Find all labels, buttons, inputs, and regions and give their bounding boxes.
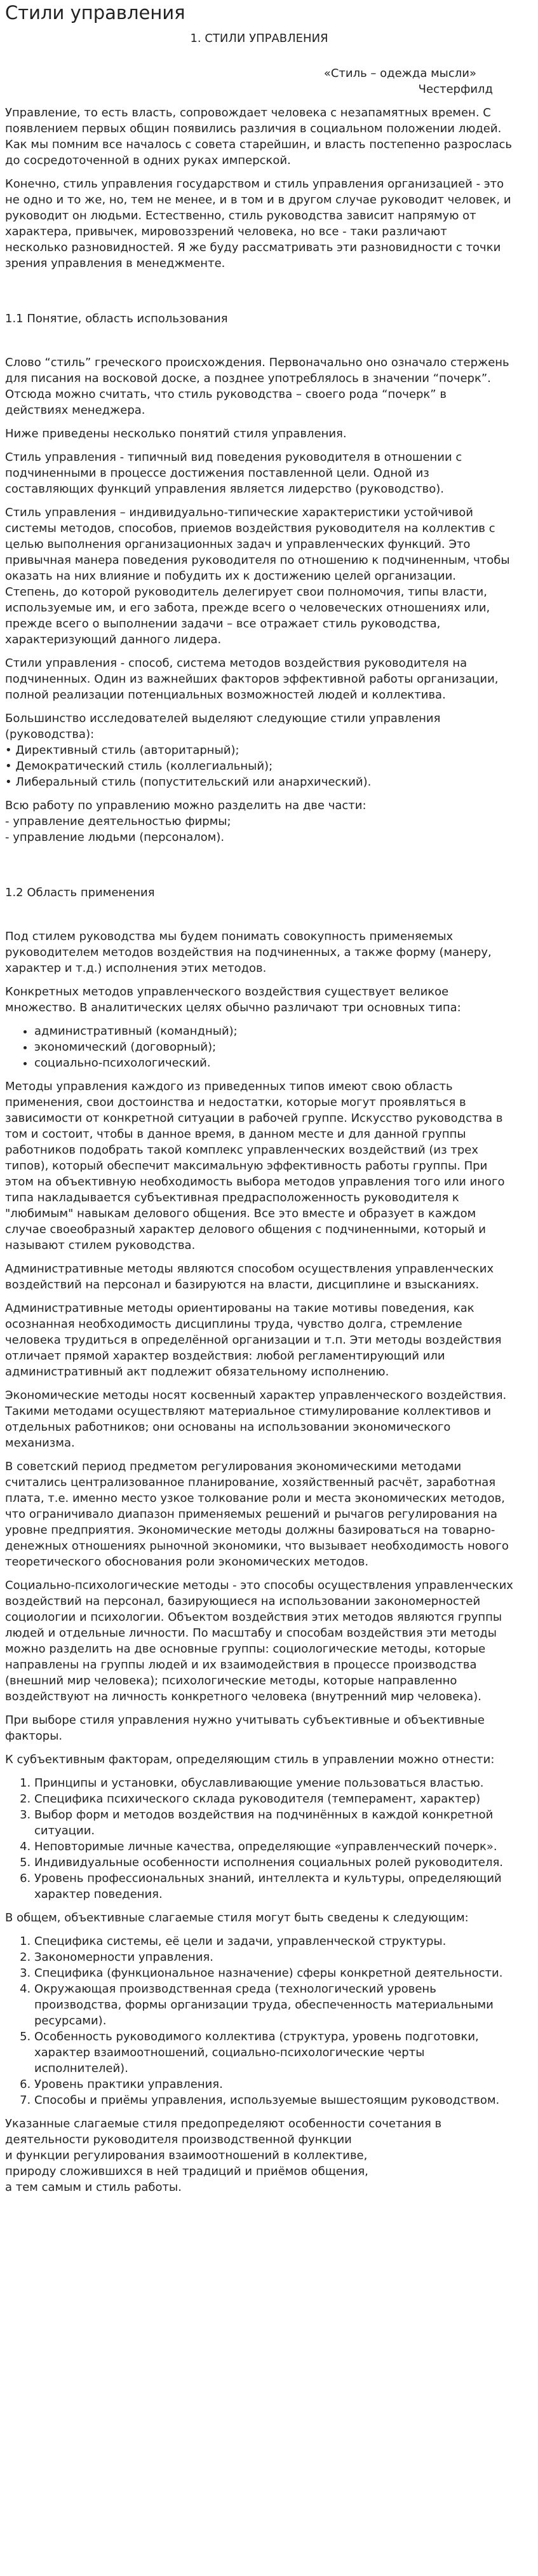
closing-line: Указанные слагаемые стиля предопределяют особенности сочетания в деятельности руководителя производственной функции (5, 2117, 442, 2146)
paragraph: Административные методы являются способом осуществления управленческих воздействий на персонал и базируются на власти, дисциплине и взысканиях. (5, 1262, 494, 1291)
styles-list-line: Большинство исследователей выделяют следующие стили управления (руководства): (5, 712, 441, 741)
closing-line: и функции регулирования взаимоотношений в коллективе, (5, 2149, 368, 2162)
closing-line: природу сложившихся в ней традиций и приёмов общения, (5, 2165, 368, 2178)
list-item: 2. Специфика психического склада руководителя (темперамент, характер) (34, 1791, 513, 1807)
article (0, 1, 518, 2216)
list-item: 3. Выбор форм и методов воздействия на подчинённых в каждой конкретной ситуации. (34, 1807, 513, 1839)
intro-paragraph: Управление, то есть власть, сопровождает человека с незапамятных времен. С появлением первых общин появились различия в социальном положении людей. Как мы помним все началось с совета старейшин, и власть постепенно разрослась до сосредоточенной в одних руках имперской. (5, 106, 513, 167)
objective-factors-list (5, 1933, 513, 2108)
closing-line: а тем самым и стиль работы. (5, 2181, 182, 2194)
subjective-factors-list (5, 1775, 513, 1902)
paragraph: В общем, объективные слагаемые стиля могут быть сведены к следующим: (5, 1911, 469, 1925)
styles-list-line: • Либеральный стиль (попустительский или анархический). (5, 775, 372, 789)
paragraph: Стиль управления - типичный вид поведения руководителя в отношении с подчиненными в процессе достижения поставленной цели. Одной из составляющих функций управления является лидерство (руководство). (5, 451, 462, 496)
subsection-heading-1-2: 1.2 Область применения (5, 886, 155, 899)
work-parts-list (5, 798, 513, 845)
work-parts-line: - управление деятельностью фирмы; (5, 815, 231, 828)
work-parts-line: - управление людьми (персоналом). (5, 831, 225, 844)
intro-paragraph: Конечно, стиль управления государством и стиль управления организацией - это не одно и то же, но, тем не менее, и в том и в другом случае руководит человек, и руководит он людьми. Естественно, стиль руководства зависит напрямую от характера, привычек, мировоззрений человека, но все - таки различают несколько разновидностей. Я же буду рассматривать эти разновидности с точки зрения управления в менеджменте. (5, 177, 511, 270)
list-item: 5. Особенность руководимого коллектива (структура, уровень подготовки, характер взаимоотношений, социально-психологические черты исполнителей). (34, 2029, 513, 2076)
method-types-list (5, 1023, 513, 1071)
paragraph: Ниже приведены несколько понятий стиля управления. (5, 427, 347, 440)
page-title: Стили управления (5, 2, 185, 24)
list-item: • экономический (договорный); (34, 1039, 513, 1055)
list-item: 3. Специфика (функциональное назначение) сферы конкретной деятельности. (34, 1965, 513, 1981)
list-item: 4. Неповторимые личные качества, определяющие «управленческий почерк». (34, 1839, 513, 1855)
list-item: 1. Специфика системы, её цели и задачи, управленческой структуры. (34, 1933, 513, 1949)
paragraph: Слово “стиль” греческого происхождения. Первоначально оно означало стержень для писания на восковой доске, а позднее употреблялось в значении “почерк”. Отсюда можно считать, что стиль руководства – своего рода “почерк” в действиях менеджера. (5, 356, 509, 417)
styles-list-line: • Директивный стиль (авторитарный); (5, 744, 239, 757)
paragraph: Социально-психологические методы - это способы осуществления управленческих воздействий на персонал, базирующиеся на использовании закономерностей социологии и психологии. Объектом воздействия этих методов являются группы людей и отдельные личности. По масштабу и способам воздействия эти методы можно разделить на две основные группы: социологические методы, которые направлены на группы людей и их взаимодействия в процессе производства (внешний мир человека); психологические методы, которые направленно воздействуют на личность конкретного человека (внутренний мир человека). (5, 1579, 513, 1703)
list-item: 6. Уровень практики управления. (34, 2076, 513, 2092)
section-heading: 1. СТИЛИ УПРАВЛЕНИЯ (190, 32, 328, 45)
list-item: • административный (командный); (34, 1023, 513, 1039)
subsection-heading-1-1: 1.1 Понятие, область использования (5, 312, 228, 325)
styles-list-line: • Демократический стиль (коллегиальный); (5, 760, 273, 773)
list-item: 5. Индивидуальные особенности исполнения социальных ролей руководителя. (34, 1855, 513, 1871)
paragraph: Административные методы ориентированы на такие мотивы поведения, как осознанная необходимость дисциплины труда, чувство долга, стремление человека трудиться в определённой организации и т.п. Эти методы воздействия отличает прямой характер воздействия: любой регламентирующий или административный акт подлежит обязательному исполнению. (5, 1302, 502, 1379)
paragraph: При выборе стиля управления нужно учитывать субъективные и объективные факторы. (5, 1714, 485, 1743)
list-item: 2. Закономерности управления. (34, 1949, 513, 1965)
epigraph-author: Честерфилд (418, 83, 493, 96)
styles-list (5, 711, 513, 790)
paragraph: Конкретных методов управленческого воздействия существует великое множество. В аналитических целях обычно различают три основных типа: (5, 985, 461, 1014)
paragraph: Методы управления каждого из приведенных типов имеют свою область применения, свои достоинства и недостатки, которые могут проявляться в зависимости от конкретной ситуации в рабочей группе. Искусство руководства в том и состоит, чтобы в данное время, в данном месте и для данной группы работников подобрать такой комплекс управленческих воздействий (из трех типов), который обеспечит максимальную эффективность работы группы. При этом на объективную необходимость выбора методов управления того или иного типа накладывается субъективная предрасположенность руководителя к "любимым" навыкам делового общения. Все это вместе и образует в каждом случае своеобразный характер делового общения с подчиненными, который и называют стилем руководства. (5, 1080, 505, 1252)
paragraph: К субъективным факторам, определяющим стиль в управлении можно отнести: (5, 1753, 495, 1766)
paragraph: Стиль управления – индивидуально-типические характеристики устойчивой системы методов, способов, приемов воздействия руководителя на коллектив с целью выполнения организационных задач и управленческих функций. Это привычная манера поведения руководителя по отношению к подчиненным, чтобы оказать на них влияние и побудить их к достижению целей организации. Степень, до которой руководитель делегирует свои полномочия, типы власти, используемые им, и его забота, прежде всего о человеческих отношениях или, прежде всего о выполнении задачи – все отражает стиль руководства, характеризующий данного лидера. (5, 506, 510, 646)
list-item: 6. Уровень профессиональных знаний, интеллекта и культуры, определяющий характер поведения. (34, 1871, 513, 1902)
paragraph: Экономические методы носят косвенный характер управленческого воздействия. Такими методами осуществляют материальное стимулирование коллективов и отдельных работников; они основаны на использовании экономического механизма. (5, 1389, 507, 1450)
closing-paragraph (5, 2116, 513, 2195)
list-item: 1. Принципы и установки, обуславливающие умение пользоваться властью. (34, 1775, 513, 1791)
epigraph-quote: «Стиль – одежда мысли» (323, 67, 476, 80)
list-item: 4. Окружающая производственная среда (технологический уровень производства, формы организации труда, обеспеченность материальными ресурсами). (34, 1981, 513, 2029)
work-parts-line: Всю работу по управлению можно разделить на две части: (5, 799, 367, 812)
list-item: • социально-психологический. (34, 1055, 513, 1071)
list-item: 7. Способы и приёмы управления, используемые вышестоящим руководством. (34, 2092, 513, 2108)
paragraph: Стили управления - способ, система методов воздействия руководителя на подчиненных. Один из важнейших факторов эффективной работы организации, полной реализации потенциальных возможностей людей и коллектива. (5, 657, 499, 702)
paragraph: Под стилем руководства мы будем понимать совокупность применяемых руководителем методов воздействия на подчиненных, а также форму (манеру, характер и т.д.) исполнения этих методов. (5, 930, 492, 975)
paragraph: В советский период предметом регулирования экономическими методами считались централизованное планирование, хозяйственный расчёт, заработная плата, т.е. именно место узкое толкование роли и места экономических методов, что ограничивало диапазон применяемых решений и рычагов регулирования на уровне предприятия. Экономические методы должны базироваться на товарно-денежных отношениях рыночной экономики, что вызывает необходимость нового теоретического обоснования роли экономических методов. (5, 1460, 509, 1569)
